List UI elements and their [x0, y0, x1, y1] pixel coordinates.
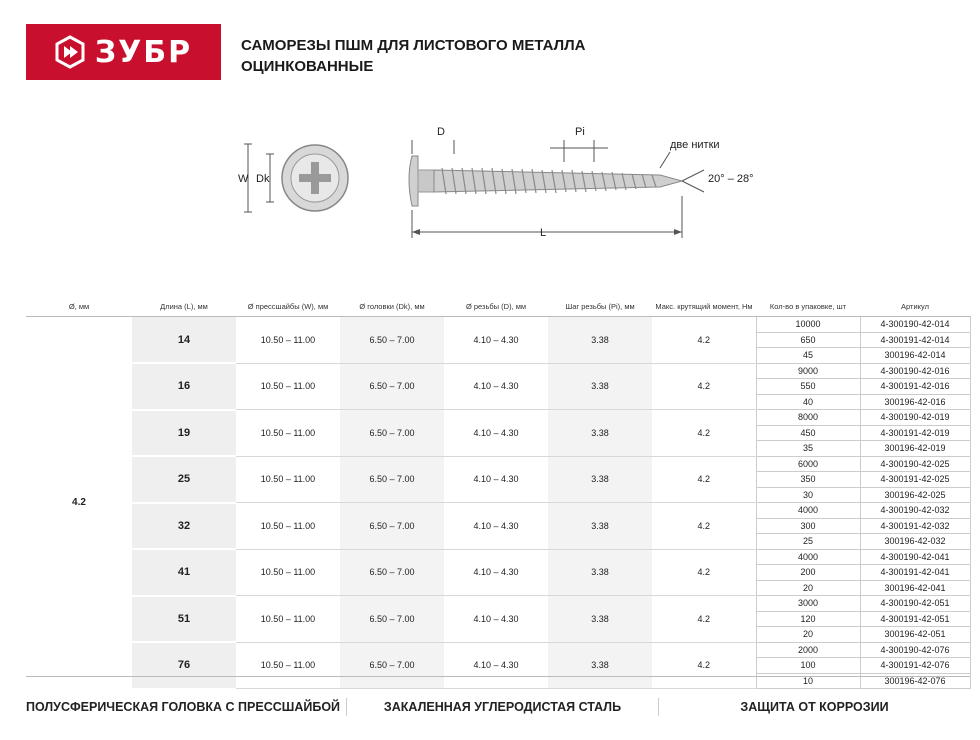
page-title	[241, 35, 586, 77]
pitch-cell: 3.38	[548, 642, 652, 689]
length-cell: 19	[132, 410, 236, 457]
header-diameter: Ø, мм	[26, 296, 132, 317]
pitch-cell: 3.38	[548, 456, 652, 503]
article-cell: 4-300191-42-019	[860, 425, 970, 441]
thread-cell: 4.10 – 4.30	[444, 410, 548, 457]
pitch-cell: 3.38	[548, 503, 652, 550]
spec-table	[26, 296, 971, 690]
pitch-cell: 3.38	[548, 410, 652, 457]
head-cell: 6.50 – 7.00	[340, 456, 444, 503]
label-pi: Pi	[575, 126, 585, 138]
brand-mark-icon	[55, 35, 85, 69]
pack-qty-cell: 10	[756, 673, 860, 689]
thread-cell: 4.10 – 4.30	[444, 363, 548, 410]
pack-qty-cell: 550	[756, 379, 860, 395]
table-row	[26, 549, 970, 565]
feature-corrosion: ЗАЩИТА ОТ КОРРОЗИИ	[658, 698, 970, 716]
washer-cell: 10.50 – 11.00	[236, 317, 340, 364]
thread-cell: 4.10 – 4.30	[444, 503, 548, 550]
length-cell: 76	[132, 642, 236, 689]
article-cell: 300196-42-014	[860, 348, 970, 364]
washer-cell: 10.50 – 11.00	[236, 456, 340, 503]
article-cell: 300196-42-041	[860, 580, 970, 596]
torque-cell: 4.2	[652, 642, 756, 689]
length-cell: 32	[132, 503, 236, 550]
article-cell: 300196-42-051	[860, 627, 970, 643]
header-washer: Ø прессшайбы (W), мм	[236, 296, 340, 317]
screw-side-view	[409, 126, 754, 239]
label-angle: 20° – 28°	[708, 173, 754, 185]
torque-cell: 4.2	[652, 596, 756, 643]
article-cell: 4-300190-42-014	[860, 317, 970, 333]
pack-qty-cell: 20	[756, 580, 860, 596]
article-cell: 4-300190-42-076	[860, 642, 970, 658]
thread-cell: 4.10 – 4.30	[444, 549, 548, 596]
head-cell: 6.50 – 7.00	[340, 596, 444, 643]
article-cell: 4-300191-42-041	[860, 565, 970, 581]
header-torque: Макс. крутящий момент, Нм	[652, 296, 756, 317]
washer-cell: 10.50 – 11.00	[236, 503, 340, 550]
article-cell: 4-300191-42-051	[860, 611, 970, 627]
header-pack: Кол-во в упаковке, шт	[756, 296, 860, 317]
pack-qty-cell: 8000	[756, 410, 860, 426]
label-d: D	[437, 126, 445, 138]
brand-logo	[26, 24, 221, 80]
article-cell: 300196-42-032	[860, 534, 970, 550]
pack-qty-cell: 6000	[756, 456, 860, 472]
table-body	[26, 317, 970, 689]
article-cell: 4-300190-42-032	[860, 503, 970, 519]
table-row	[26, 642, 970, 658]
pack-qty-cell: 3000	[756, 596, 860, 612]
pitch-cell: 3.38	[548, 596, 652, 643]
pack-qty-cell: 30	[756, 487, 860, 503]
torque-cell: 4.2	[652, 317, 756, 364]
pack-qty-cell: 25	[756, 534, 860, 550]
thread-cell: 4.10 – 4.30	[444, 596, 548, 643]
pack-qty-cell: 450	[756, 425, 860, 441]
table-row	[26, 596, 970, 612]
length-cell: 14	[132, 317, 236, 364]
screw-head-front-view	[238, 144, 348, 212]
article-cell: 4-300191-42-014	[860, 332, 970, 348]
pitch-cell: 3.38	[548, 549, 652, 596]
article-cell: 4-300190-42-025	[860, 456, 970, 472]
article-cell: 4-300191-42-025	[860, 472, 970, 488]
pack-qty-cell: 200	[756, 565, 860, 581]
pack-qty-cell: 100	[756, 658, 860, 674]
article-cell: 300196-42-025	[860, 487, 970, 503]
pack-qty-cell: 350	[756, 472, 860, 488]
features-footer	[26, 676, 970, 737]
pack-qty-cell: 10000	[756, 317, 860, 333]
article-cell: 4-300190-42-051	[860, 596, 970, 612]
thread-cell: 4.10 – 4.30	[444, 456, 548, 503]
article-cell: 4-300191-42-032	[860, 518, 970, 534]
label-threads: две нитки	[670, 139, 720, 151]
pack-qty-cell: 20	[756, 627, 860, 643]
table-row	[26, 317, 970, 333]
head-cell: 6.50 – 7.00	[340, 317, 444, 364]
pack-qty-cell: 120	[756, 611, 860, 627]
torque-cell: 4.2	[652, 456, 756, 503]
diameter-cell: 4.2	[26, 317, 132, 689]
header-head: Ø головки (Dk), мм	[340, 296, 444, 317]
table-header-row	[26, 296, 970, 317]
header-pitch: Шаг резьбы (Pi), мм	[548, 296, 652, 317]
length-cell: 41	[132, 549, 236, 596]
header-thread: Ø резьбы (D), мм	[444, 296, 548, 317]
torque-cell: 4.2	[652, 549, 756, 596]
title-line-1: САМОРЕЗЫ ПШМ ДЛЯ ЛИСТОВОГО МЕТАЛЛА	[241, 37, 586, 54]
feature-steel: ЗАКАЛЕННАЯ УГЛЕРОДИСТАЯ СТАЛЬ	[346, 698, 658, 716]
length-cell: 16	[132, 363, 236, 410]
washer-cell: 10.50 – 11.00	[236, 410, 340, 457]
label-dk: Dk	[256, 173, 270, 185]
torque-cell: 4.2	[652, 410, 756, 457]
torque-cell: 4.2	[652, 503, 756, 550]
label-l: L	[540, 227, 547, 239]
pack-qty-cell: 45	[756, 348, 860, 364]
pack-qty-cell: 300	[756, 518, 860, 534]
article-cell: 4-300190-42-019	[860, 410, 970, 426]
article-cell: 4-300190-42-016	[860, 363, 970, 379]
pack-qty-cell: 650	[756, 332, 860, 348]
thread-cell: 4.10 – 4.30	[444, 642, 548, 689]
pitch-cell: 3.38	[548, 363, 652, 410]
head-cell: 6.50 – 7.00	[340, 549, 444, 596]
pack-qty-cell: 4000	[756, 503, 860, 519]
length-cell: 25	[132, 456, 236, 503]
article-cell: 300196-42-016	[860, 394, 970, 410]
article-cell: 4-300191-42-076	[860, 658, 970, 674]
table-row	[26, 410, 970, 426]
table-row	[26, 456, 970, 472]
label-w: W	[238, 173, 249, 185]
washer-cell: 10.50 – 11.00	[236, 596, 340, 643]
screw-drawing	[230, 118, 770, 248]
feature-head: ПОЛУСФЕРИЧЕСКАЯ ГОЛОВКА С ПРЕССШАЙБОЙ	[26, 700, 341, 714]
article-cell: 300196-42-019	[860, 441, 970, 457]
article-cell: 300196-42-076	[860, 673, 970, 689]
head-cell: 6.50 – 7.00	[340, 642, 444, 689]
length-cell: 51	[132, 596, 236, 643]
header-length: Длина (L), мм	[132, 296, 236, 317]
washer-cell: 10.50 – 11.00	[236, 363, 340, 410]
thread-cell: 4.10 – 4.30	[444, 317, 548, 364]
pack-qty-cell: 2000	[756, 642, 860, 658]
article-cell: 4-300190-42-041	[860, 549, 970, 565]
header-article: Артикул	[860, 296, 970, 317]
pack-qty-cell: 35	[756, 441, 860, 457]
pack-qty-cell: 4000	[756, 549, 860, 565]
head-cell: 6.50 – 7.00	[340, 363, 444, 410]
table-row	[26, 363, 970, 379]
brand-name: ЗУБР	[94, 34, 193, 70]
table-row	[26, 503, 970, 519]
pack-qty-cell: 40	[756, 394, 860, 410]
title-line-2: ОЦИНКОВАННЫЕ	[241, 58, 374, 75]
pack-qty-cell: 9000	[756, 363, 860, 379]
washer-cell: 10.50 – 11.00	[236, 549, 340, 596]
article-cell: 4-300191-42-016	[860, 379, 970, 395]
head-cell: 6.50 – 7.00	[340, 503, 444, 550]
washer-cell: 10.50 – 11.00	[236, 642, 340, 689]
torque-cell: 4.2	[652, 363, 756, 410]
head-cell: 6.50 – 7.00	[340, 410, 444, 457]
pitch-cell: 3.38	[548, 317, 652, 364]
